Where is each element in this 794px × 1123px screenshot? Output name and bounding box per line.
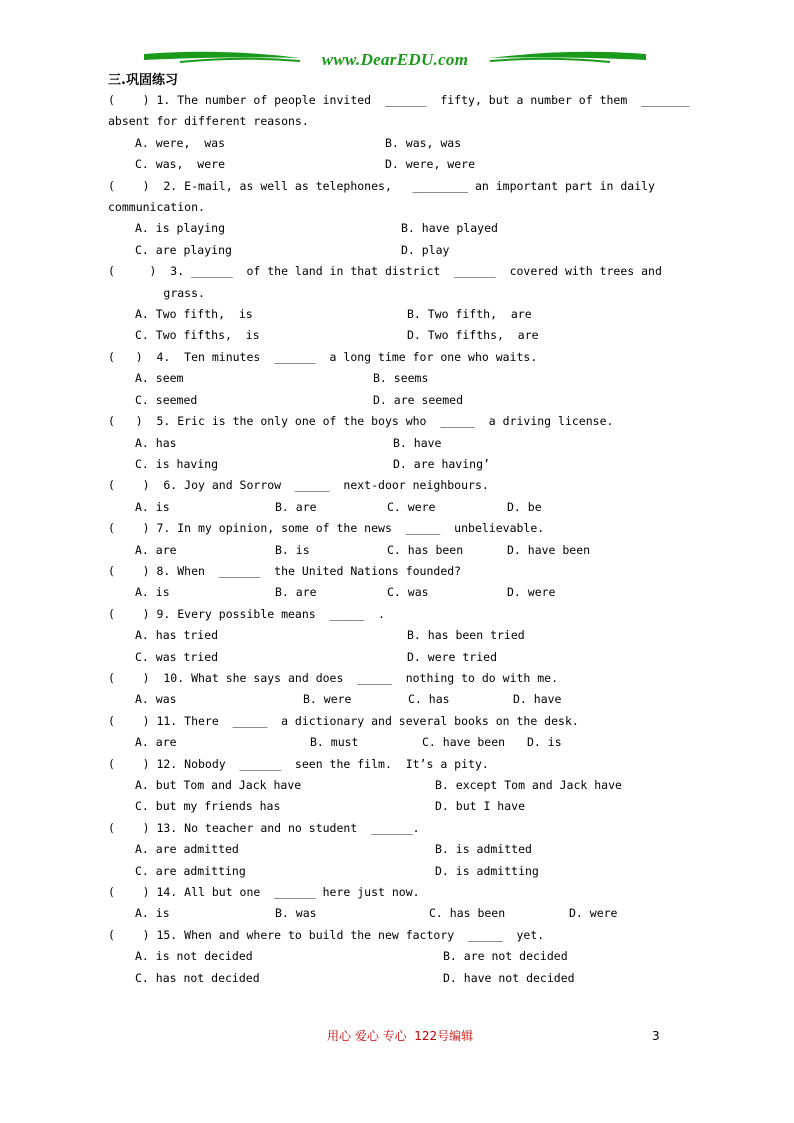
option-c: C. was tried bbox=[135, 649, 219, 664]
option-c: C. have been bbox=[422, 735, 506, 750]
question-6 bbox=[108, 475, 718, 518]
site-header bbox=[140, 48, 650, 70]
option-a: A. are bbox=[135, 542, 177, 557]
question-text: ( ) 7. In my opinion, some of the news _____ unbelievable. bbox=[108, 521, 545, 536]
option-c: C. but my friends has bbox=[135, 799, 281, 814]
question-text: ( ) 13. No teacher and no student ______. bbox=[108, 820, 420, 835]
option-c: C. are admitting bbox=[135, 863, 246, 878]
option-d: D. are having’ bbox=[393, 456, 490, 471]
option-d: D. have been bbox=[507, 542, 591, 557]
question-text: ( ) 1. The number of people invited ______ fifty, but a number of them _______ bbox=[108, 93, 690, 107]
question-7 bbox=[108, 518, 718, 561]
question-text: ( ) 2. E-mail, as well as telephones, ________ an important part in daily bbox=[108, 178, 655, 193]
option-d: D. be bbox=[507, 499, 542, 514]
option-c: C. are playing bbox=[135, 242, 232, 257]
option-d: D. play bbox=[401, 242, 450, 257]
option-b: B. was, was bbox=[385, 135, 462, 150]
option-c: C. were bbox=[387, 499, 436, 514]
question-1 bbox=[108, 90, 718, 176]
option-c: C. Two fifths, is bbox=[135, 328, 260, 343]
option-a: A. Two fifth, is bbox=[135, 307, 253, 322]
option-b: B. have bbox=[393, 435, 442, 450]
question-text: ( ) 12. Nobody ______ seen the film. It’s a pity. bbox=[108, 756, 489, 771]
option-b: B. were bbox=[303, 692, 352, 707]
section-title: 三.巩固练习 bbox=[108, 73, 178, 88]
question-text: ( ) 8. When ______ the United Nations founded? bbox=[108, 563, 462, 578]
option-a: A. are admitted bbox=[135, 842, 239, 857]
option-a: A. is playing bbox=[135, 221, 226, 236]
option-b: B. Two fifth, are bbox=[407, 307, 532, 322]
option-d: D. is admitting bbox=[435, 863, 539, 878]
option-b: B. has been tried bbox=[407, 628, 525, 643]
question-text: ( ) 14. All but one ______ here just now. bbox=[108, 885, 420, 900]
question-text: ( ) 3. ______ of the land in that district ______ covered with trees and bbox=[108, 264, 662, 279]
question-text: ( ) 4. Ten minutes ______ a long time for one who waits. bbox=[108, 349, 538, 364]
option-a: A. was bbox=[135, 692, 177, 707]
option-b: B. have played bbox=[401, 221, 498, 236]
option-d: D. have not decided bbox=[443, 970, 575, 985]
option-a: A. has tried bbox=[135, 628, 219, 643]
option-d: D. but I have bbox=[435, 799, 526, 814]
option-a: A. are bbox=[135, 735, 177, 750]
option-b: B. seems bbox=[373, 371, 429, 386]
question-14 bbox=[108, 882, 718, 925]
option-c: C. is having bbox=[135, 456, 219, 471]
option-c: C. has not decided bbox=[135, 970, 260, 985]
option-d: D. Two fifths, are bbox=[407, 328, 539, 343]
question-2 bbox=[108, 176, 718, 262]
option-b: B. is bbox=[275, 542, 310, 557]
option-a: A. were, was bbox=[135, 135, 226, 150]
option-d: D. were bbox=[507, 585, 556, 600]
option-b: B. are not decided bbox=[443, 949, 568, 964]
page-number: 3 bbox=[652, 1029, 660, 1043]
option-b: B. was bbox=[275, 906, 317, 921]
question-12 bbox=[108, 754, 718, 818]
option-b: B. except Tom and Jack have bbox=[435, 778, 622, 792]
question-continuation: grass. bbox=[108, 285, 205, 300]
option-a: A. has bbox=[135, 435, 177, 450]
site-url[interactable]: www.DearEDU.com bbox=[321, 50, 469, 69]
question-text: ( ) 9. Every possible means _____ . bbox=[108, 606, 385, 621]
exercise-list bbox=[108, 90, 718, 989]
question-8 bbox=[108, 561, 718, 604]
question-10 bbox=[108, 668, 718, 711]
option-c: C. was, were bbox=[135, 157, 226, 172]
question-continuation: communication. bbox=[108, 200, 205, 215]
question-15 bbox=[108, 925, 718, 989]
option-d: D. were bbox=[569, 906, 618, 921]
footer-text: 用心 爱心 专心 122号编辑 bbox=[327, 1029, 474, 1043]
question-4 bbox=[108, 347, 718, 411]
option-d: D. have bbox=[513, 692, 562, 707]
option-d: D. are seemed bbox=[373, 392, 464, 407]
question-3 bbox=[108, 261, 718, 347]
option-d: D. were, were bbox=[385, 157, 476, 172]
option-d: D. were tried bbox=[407, 649, 498, 664]
option-a: A. is bbox=[135, 585, 170, 600]
option-a: A. is bbox=[135, 906, 170, 921]
option-b: B. must bbox=[310, 735, 359, 750]
option-b: B. are bbox=[275, 499, 317, 514]
question-5 bbox=[108, 411, 718, 475]
option-d: D. is bbox=[527, 735, 562, 750]
option-b: B. are bbox=[275, 585, 317, 600]
option-a: A. seem bbox=[135, 371, 184, 386]
question-continuation: absent for different reasons. bbox=[108, 114, 309, 129]
option-c: C. was bbox=[387, 585, 429, 600]
question-11 bbox=[108, 711, 718, 754]
option-c: C. has been bbox=[429, 906, 506, 921]
question-13 bbox=[108, 818, 718, 882]
option-a: A. is bbox=[135, 499, 170, 514]
option-c: C. has bbox=[408, 692, 450, 707]
option-b: B. is admitted bbox=[435, 842, 532, 857]
question-text: ( ) 15. When and where to build the new factory _____ yet. bbox=[108, 927, 545, 942]
question-text: ( ) 10. What she says and does _____ nothing to do with me. bbox=[108, 670, 559, 685]
question-text: ( ) 6. Joy and Sorrow _____ next-door neighbours. bbox=[108, 478, 489, 493]
question-text: ( ) 11. There _____ a dictionary and several books on the desk. bbox=[108, 713, 579, 728]
option-c: C. seemed bbox=[135, 392, 198, 407]
question-text: ( ) 5. Eric is the only one of the boys who _____ a driving license. bbox=[108, 414, 614, 429]
option-a: A. but Tom and Jack have bbox=[135, 778, 302, 792]
option-c: C. has been bbox=[387, 542, 464, 557]
question-9 bbox=[108, 604, 718, 668]
option-a: A. is not decided bbox=[135, 949, 253, 964]
